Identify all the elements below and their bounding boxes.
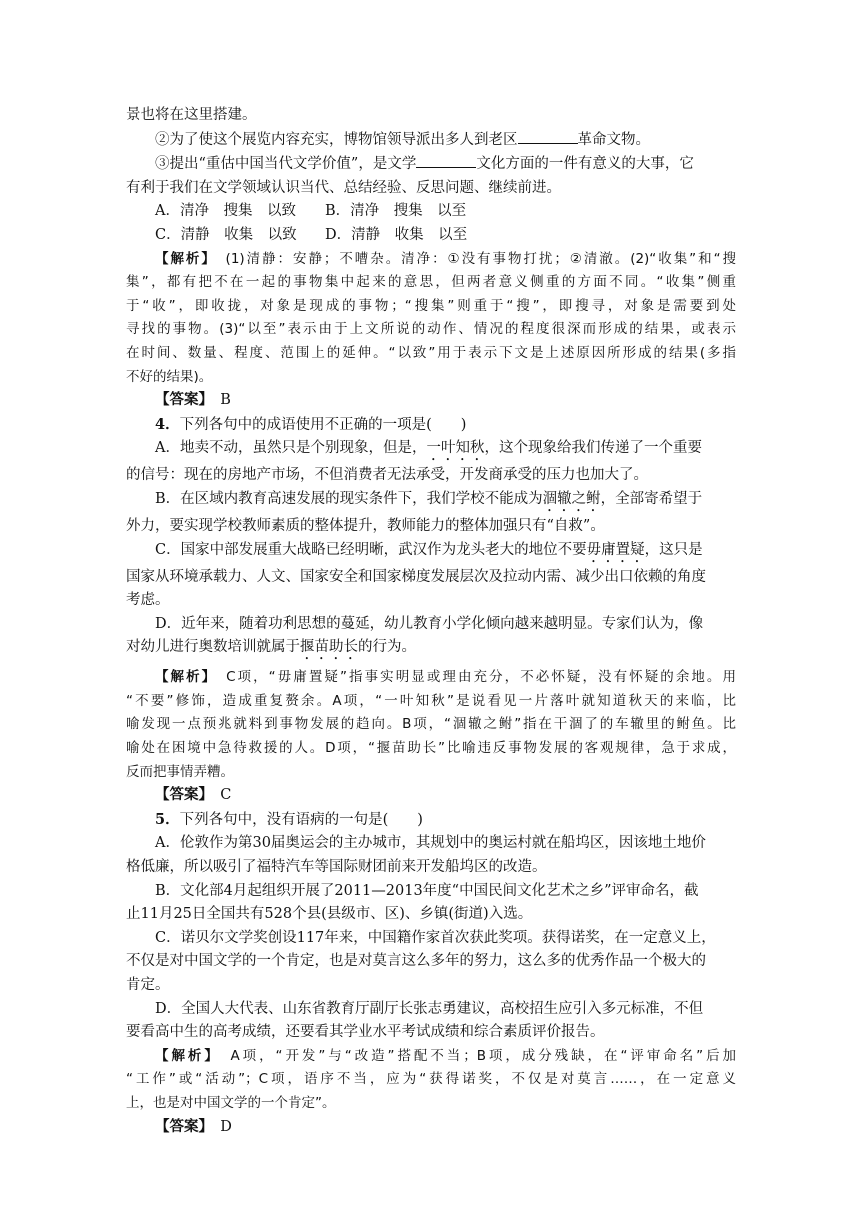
- q4-option-a: [126, 437, 736, 464]
- idiom-emphasis: 揠苗助长: [300, 639, 358, 656]
- fill-blank: [518, 128, 578, 144]
- q5-option-d-cont: 要看高中生的高考成绩，还要看其学业水平考试成绩和综合素质评价报告。: [126, 1024, 605, 1041]
- q5-option-c-cont-2: 肯定。: [126, 977, 170, 993]
- idiom-emphasis: 涸辙之鲋: [542, 490, 601, 507]
- q4-option-a-cont: 的信号：现在的房地产市场，不但消费者无法承受，开发商承受的压力也加大了。: [126, 467, 648, 484]
- q5-option-d: D．全国人大代表、山东省教育厅副厅长张志勇建议，高校招生应引入多元标准，不但: [155, 1000, 704, 1017]
- q3-sentence-2: [126, 128, 736, 153]
- q5-option-a-cont: 格低廉，所以吸引了福特汽车等国际财团前来开发船坞区的改造。: [126, 859, 547, 876]
- q4-option-d-cont: [126, 636, 736, 663]
- q4-stem: [126, 413, 736, 438]
- q4-b-text: B．在区域内教育高速发展的现实条件下，我们学校不能成为: [155, 490, 543, 507]
- question-stem: 下列各句中的成语使用不正确的一项是( ): [179, 416, 467, 433]
- q4-explanation-line-2: “不要”修饰，造成重复赘余。A项，“一叶知秋”是说看见一片落叶就知道秋天的来临，比: [126, 692, 736, 709]
- answer-value: C: [220, 787, 232, 804]
- q3-explanation-line-3: 于“收”，即收拢，对象是现成的事物；“搜集”则重于“搜”，即搜寻，对象是需要到处: [126, 297, 736, 314]
- q4-c-text: C．国家中部发展重大战略已经明晰，武汉作为龙头老大的地位不要: [155, 541, 587, 558]
- q4-d-text: 对幼儿进行奥数培训就属于: [126, 639, 300, 656]
- q4-answer: [126, 784, 736, 808]
- option-a: A．清净 搜集 以致: [155, 203, 296, 220]
- q3-explanation-line-4: 寻找的事物。(3)“以至”表示由于上文所说的动作、情况的程度很深而形成的结果，或表示: [126, 321, 736, 338]
- q5-option-a: A．伦敦作为第30届奥运会的主办城市，其规划中的奥运村就在船坞区，因该地土地价: [155, 835, 706, 852]
- option-b: B．清净 搜集 以至: [325, 203, 467, 220]
- explanation-label: 【解析】: [155, 669, 211, 686]
- q3-options-row-1: [126, 200, 736, 224]
- q3-sentence-3: [126, 152, 736, 177]
- q3-s2-tail: 革命文物。: [577, 131, 650, 148]
- explanation-label: 【解析】: [155, 250, 211, 267]
- q4-option-b-cont: 外力，要实现学校教师素质的整体提升，教师能力的整体加强只有“自救”。: [126, 517, 605, 534]
- explanation-text: C项，“毋庸置疑”指事实明显或理由充分，不必怀疑，没有怀疑的余地。用: [226, 669, 736, 686]
- q4-option-c-cont: 国家从环境承载力、人文、国家安全和国家梯度发展层次及拉动内需、减少出口依赖的角度: [126, 568, 706, 585]
- q3-s3-text: ③提出“重估中国当代文学价值”，是文学: [155, 156, 417, 173]
- answer-value: D: [220, 1118, 232, 1135]
- q4-d-tail: 的行为。: [358, 639, 416, 656]
- q3-s3-tail: 文化方面的一件有意义的大事，它: [476, 156, 694, 173]
- q4-c-tail: ，这只是: [644, 541, 703, 558]
- q3-explanation-line-6: 不好的结果)。: [126, 368, 213, 385]
- q4-a-tail: ，这个现象给我们传递了一个重要: [484, 440, 702, 457]
- q5-option-b: B．文化部4月起组织开展了2011—2013年度“中国民间文化艺术之乡”评审命名，截: [155, 882, 699, 899]
- q5-stem: [126, 808, 736, 833]
- option-c: C．清静 收集 以致: [155, 226, 297, 243]
- q5-option-c-cont: 不仅是对中国文学的一个肯定，也是对莫言这么多年的努力，这么多的优秀作品一个极大的: [126, 953, 706, 970]
- answer-label: 【答案】: [155, 787, 206, 804]
- q4-explanation-line-4: 喻处在困境中急待救援的人。D项，“揠苗助长”比喻违反事物发展的客观规律，急于求成，: [126, 740, 736, 757]
- q4-b-tail: ，全部寄希望于: [600, 490, 703, 507]
- q3-explanation-line-5: 在时间、数量、程度、范围上的延伸。“以致”用于表示下文是上述原因所形成的结果(多指: [126, 344, 736, 361]
- q3-options-row-2: [126, 224, 736, 248]
- explanation-text: (1)清静：安静；不嘈杂。清净：①没有事物打扰；②清澈。(2)“收集”和“搜: [225, 250, 736, 267]
- q3-sentence-3-cont: 有利于我们在文学领域认识当代、总结经验、反思问题、继续前进。: [126, 179, 561, 196]
- question-stem: 下列各句中，没有语病的一句是( ): [179, 811, 423, 828]
- q5-explanation-line-1: [126, 1045, 736, 1069]
- q4-explanation-line-1: [126, 666, 736, 690]
- q3-answer: [126, 389, 736, 413]
- option-d: D．清静 收集 以至: [325, 226, 468, 243]
- q4-option-c: [126, 539, 736, 566]
- q4-explanation-line-3: 喻发现一点预兆就料到事物发展的趋向。B项，“涸辙之鲋”指在干涸了的车辙里的鲋鱼。比: [126, 716, 736, 733]
- explanation-text: A项，“开发”与“改造”搭配不当；B项，成分残缺，在“评审命名”后加: [230, 1047, 736, 1064]
- q4-a-text: A．地卖不动，虽然只是个别现象，但是，: [155, 440, 427, 457]
- q4-option-c-cont-2: 考虑。: [126, 592, 170, 609]
- question-number: 5．: [155, 810, 180, 828]
- q5-option-c: C．诺贝尔文学奖创设117年来，中国籍作家首次获此奖项。获得诺奖，在一定意义上，: [155, 929, 716, 946]
- question-number: 4．: [155, 415, 180, 433]
- q3-explanation-line-1: [126, 248, 736, 272]
- q3-explanation-line-2: 集”，都有把不在一起的事物集中起来的意思，但两者意义侧重的方面不同。“收集”侧重: [126, 274, 736, 291]
- idiom-emphasis: 一叶知秋: [426, 440, 485, 457]
- q5-explanation-line-3: 上，也是对中国文学的一个肯定”。: [126, 1094, 336, 1111]
- answer-label: 【答案】: [155, 392, 206, 409]
- q4-explanation-line-5: 反而把事情弄糟。: [126, 763, 234, 780]
- answer-label: 【答案】: [155, 1118, 206, 1135]
- q4-option-b: [126, 488, 736, 515]
- q3-continuation: 景也将在这里搭建。: [126, 107, 257, 123]
- q3-s2-text: ②为了使这个展览内容充实，博物馆领导派出多人到老区: [155, 131, 518, 148]
- q4-option-d: D．近年来，随着功利思想的蔓延，幼儿教育小学化倾向越来越明显。专家们认为，像: [155, 615, 704, 632]
- q5-explanation-line-2: “工作”或“活动”；C项，语序不当，应为“获得诺奖，不仅是对莫言……，在一定意义: [126, 1071, 736, 1088]
- answer-value: B: [220, 392, 231, 409]
- explanation-label: 【解析】: [155, 1047, 215, 1064]
- q5-option-b-cont: 止11月25日全国共有528个县(县级市、区)、乡镇(街道)入选。: [126, 906, 533, 923]
- q5-answer: [126, 1116, 736, 1140]
- fill-blank: [416, 152, 476, 168]
- idiom-emphasis: 毋庸置疑: [586, 541, 645, 558]
